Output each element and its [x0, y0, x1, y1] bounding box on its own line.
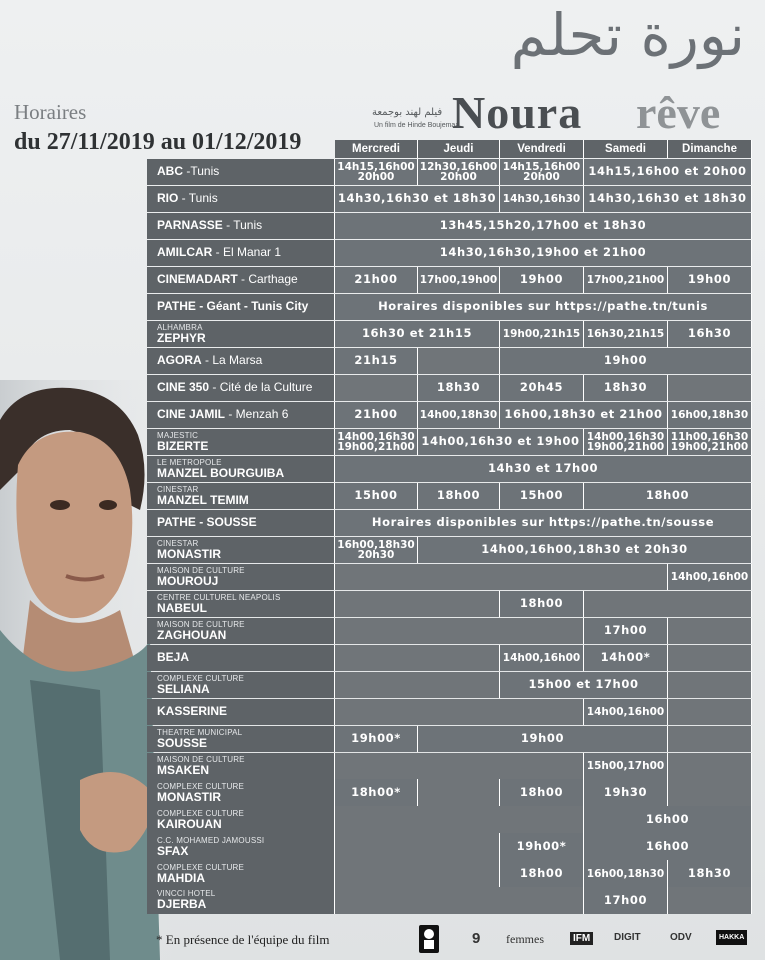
venue-prefix: LE METROPOLE — [157, 457, 222, 467]
showtime-cell: 16h00,18h30 20h30 — [335, 537, 418, 563]
showtime-cell: 14h30,16h30 et 18h30 — [584, 186, 752, 212]
venue-name: ZAGHOUAN — [157, 627, 227, 642]
logo-9: 9 — [472, 930, 481, 947]
film-title-reve: rêve — [636, 87, 721, 138]
arabic-director-credit: فيلم لهند بوجمعة — [372, 107, 443, 118]
showtime-cell: 18h00* — [335, 779, 418, 805]
showtime-cell: 16h30 — [668, 321, 752, 347]
venue-location: - Carthage — [237, 272, 298, 287]
logo-ifm: IFM — [570, 932, 593, 945]
venue-name: ZEPHYR — [157, 330, 206, 345]
showtime-cell: Horaires disponibles sur https://pathe.tn/sousse — [335, 510, 752, 536]
empty-cell — [668, 887, 752, 913]
showtime-cell: 21h15 — [335, 348, 418, 374]
showtime-cell: 14h15,16h00 20h00 — [335, 159, 418, 185]
showtime-cell: 14h00,16h00 — [500, 645, 584, 671]
venue-name: NABEUL — [157, 600, 207, 615]
venue-name: KASSERINE — [157, 704, 228, 719]
venue-cell — [147, 618, 335, 644]
showtime-cell: 11h00,16h30 19h00,21h00 — [668, 429, 752, 455]
empty-cell — [668, 753, 752, 779]
showtime-cell: 14h00,16h30 19h00,21h00 — [584, 429, 668, 455]
venue-cell — [147, 402, 335, 428]
venue-location: -Tunis — [183, 164, 220, 179]
empty-cell — [668, 726, 752, 752]
showtime-cell: 17h00 — [584, 618, 668, 644]
venue-prefix: MAISON DE CULTURE — [157, 619, 245, 629]
showtime-cell: 18h00 — [500, 591, 584, 617]
venue-prefix: COMPLEXE CULTURE — [157, 808, 245, 818]
showtime-cell: 16h30,21h15 — [584, 321, 668, 347]
day-header: Mercredi — [335, 140, 418, 158]
empty-cell — [335, 672, 500, 698]
showtime-cell: 20h45 — [500, 375, 584, 401]
empty-cell — [668, 779, 752, 805]
venue-name: AMILCAR — [157, 245, 213, 260]
venue-cell — [147, 213, 335, 239]
venue-prefix: CINESTAR — [157, 538, 199, 548]
venue-cell — [147, 699, 335, 725]
showtime-cell: 19h00 — [668, 267, 752, 293]
venue-location: - Tunis — [178, 191, 218, 206]
venue-cell — [147, 267, 335, 293]
showtime-cell: 14h00,18h30 — [418, 402, 500, 428]
schedule-table — [147, 140, 752, 914]
empty-cell — [335, 564, 668, 590]
venue-name: KAIROUAN — [157, 816, 222, 831]
showtime-cell: 16h00,18h30 — [584, 860, 668, 886]
showtime-cell: 19h00 — [500, 267, 584, 293]
venue-name: PATHE - Géant - Tunis City — [157, 299, 309, 314]
showtime-cell: 16h00 — [584, 806, 752, 832]
venue-cell — [147, 564, 335, 590]
showtime-cell: 19h30 — [584, 779, 668, 805]
venue-name: MSAKEN — [157, 762, 210, 777]
venue-cell — [147, 726, 335, 752]
empty-cell — [335, 753, 584, 779]
venue-name: DJERBA — [157, 897, 207, 912]
showtime-cell: 12h30,16h00 20h00 — [418, 159, 500, 185]
empty-cell — [335, 833, 500, 859]
showtime-cell: 21h00 — [335, 402, 418, 428]
showtime-cell: 18h00 — [500, 779, 584, 805]
venue-name: MANZEL TEMIM — [157, 492, 249, 507]
sponsor-logos — [418, 924, 758, 956]
venue-cell — [147, 645, 335, 671]
venue-name: MANZEL BOURGUIBA — [157, 465, 285, 480]
venue-location: - El Manar 1 — [212, 245, 282, 260]
showtime-cell: 18h30 — [584, 375, 668, 401]
showtime-cell: 16h00,18h30 — [668, 402, 752, 428]
venue-cell — [147, 348, 335, 374]
showtime-cell: 15h00,17h00 — [584, 753, 668, 779]
showtime-cell: 13h45,15h20,17h00 et 18h30 — [335, 213, 752, 239]
venue-cell — [147, 483, 335, 509]
showtime-cell: 19h00,21h15 — [500, 321, 584, 347]
venue-cell — [147, 159, 335, 185]
showtime-cell: 19h00* — [335, 726, 418, 752]
venue-prefix: MAJESTIC — [157, 430, 199, 440]
venue-cell — [147, 186, 335, 212]
venue-cell — [147, 806, 335, 832]
empty-cell — [668, 699, 752, 725]
day-header: Vendredi — [500, 140, 584, 158]
venue-prefix: COMPLEXE CULTURE — [157, 673, 245, 683]
empty-cell — [668, 645, 752, 671]
showtime-cell: 14h30,16h30 — [500, 186, 584, 212]
venue-prefix: MAISON DE CULTURE — [157, 565, 245, 575]
venue-name: PATHE - SOUSSE — [157, 515, 257, 530]
crest-logo-icon — [418, 924, 440, 954]
venue-name: RIO — [157, 191, 179, 206]
showtime-cell: 21h00 — [335, 267, 418, 293]
showtime-cell: 18h00 — [418, 483, 500, 509]
showtime-cell: 15h00 — [335, 483, 418, 509]
venue-cell — [147, 375, 335, 401]
showtime-cell: 18h00 — [500, 860, 584, 886]
showtime-cell: 14h00,16h00 — [584, 699, 668, 725]
logo-odv: ODV — [670, 932, 692, 943]
showtime-cell: 16h00,18h30 et 21h00 — [500, 402, 668, 428]
footnote: * En présence de l'équipe du film — [156, 932, 330, 947]
showtime-cell: 19h00* — [500, 833, 584, 859]
venue-cell — [147, 240, 335, 266]
logo-digit: DIGIT — [614, 932, 641, 943]
showtime-cell: 14h00,16h00 — [668, 564, 752, 590]
venue-name: MAHDIA — [157, 870, 205, 885]
date-range: du 27/11/2019 au 01/12/2019 — [14, 129, 302, 155]
venue-name: CINEMADART — [157, 272, 238, 287]
venue-cell — [147, 887, 335, 913]
venue-name: SOUSSE — [157, 735, 208, 750]
logo-femmes: femmes — [506, 932, 544, 946]
venue-prefix: ALHAMBRA — [157, 322, 203, 332]
showtime-cell: 19h00 — [500, 348, 752, 374]
venue-cell — [147, 753, 335, 779]
film-title-noura: Noura — [452, 87, 583, 138]
empty-cell — [584, 591, 752, 617]
showtime-cell: 16h00 — [584, 833, 752, 859]
empty-cell — [668, 375, 752, 401]
showtime-cell: 14h00,16h00,18h30 et 20h30 — [418, 537, 752, 563]
showtime-cell: 16h30 et 21h15 — [335, 321, 500, 347]
venue-cell — [147, 833, 335, 859]
showtime-cell: 14h30 et 17h00 — [335, 456, 752, 482]
showtime-cell: 14h15,16h00 et 20h00 — [584, 159, 752, 185]
venue-prefix: COMPLEXE CULTURE — [157, 862, 245, 872]
venue-cell — [147, 591, 335, 617]
venue-cell — [147, 321, 335, 347]
venue-location: - Cité de la Culture — [209, 380, 313, 395]
venue-name: AGORA — [157, 353, 202, 368]
venue-name: SELIANA — [157, 681, 210, 696]
venue-prefix: MAISON DE CULTURE — [157, 754, 245, 764]
venue-name: PARNASSE — [157, 218, 223, 233]
empty-cell — [335, 860, 500, 886]
venue-name: MONASTIR — [157, 789, 221, 804]
venue-location: - Menzah 6 — [225, 407, 289, 422]
empty-cell — [668, 618, 752, 644]
showtime-cell: 17h00,21h00 — [584, 267, 668, 293]
showtime-cell: 14h30,16h30 et 18h30 — [335, 186, 500, 212]
showtime-cell: 18h00 — [584, 483, 752, 509]
day-header: Dimanche — [668, 140, 752, 158]
schedule-label: Horaires — [14, 100, 87, 124]
showtime-cell: 18h30 — [418, 375, 500, 401]
empty-cell — [335, 887, 584, 913]
venue-name: CINE 350 — [157, 380, 210, 395]
venue-prefix: VINCCI HOTEL — [157, 889, 216, 899]
empty-cell — [418, 348, 500, 374]
venue-location: - La Marsa — [201, 353, 263, 368]
venue-prefix: THEATRE MUNICIPAL — [157, 727, 243, 737]
showtime-cell: 17h00 — [584, 887, 668, 913]
venue-cell — [147, 510, 335, 536]
venue-cell — [147, 860, 335, 886]
venue-prefix: COMPLEXE CULTURE — [157, 781, 245, 791]
day-header: Jeudi — [418, 140, 500, 158]
venue-name: CINE JAMIL — [157, 407, 226, 422]
venue-cell — [147, 294, 335, 320]
showtime-cell: 14h15,16h00 20h00 — [500, 159, 584, 185]
showtime-cell: 15h00 — [500, 483, 584, 509]
logo-hakka: HAKKA — [716, 930, 747, 945]
venue-prefix: CINESTAR — [157, 484, 199, 494]
venue-prefix: CENTRE CULTUREL NEAPOLIS — [157, 592, 281, 602]
venue-cell — [147, 429, 335, 455]
empty-cell — [335, 591, 500, 617]
venue-name: BEJA — [157, 650, 190, 665]
venue-cell — [147, 456, 335, 482]
showtime-cell: 14h00,16h30 et 19h00 — [418, 429, 584, 455]
venue-prefix: C.C. MOHAMED JAMOUSSI — [157, 835, 265, 845]
venue-cell — [147, 537, 335, 563]
showtime-cell: 15h00 et 17h00 — [500, 672, 668, 698]
showtime-cell: 17h00,19h00 — [418, 267, 500, 293]
day-header: Samedi — [584, 140, 668, 158]
venue-cell — [147, 779, 335, 805]
showtime-cell: 19h00 — [418, 726, 668, 752]
showtime-cell: 14h30,16h30,19h00 et 21h00 — [335, 240, 752, 266]
showtime-cell: Horaires disponibles sur https://pathe.tn/tunis — [335, 294, 752, 320]
empty-cell — [418, 779, 500, 805]
venue-name: ABC — [157, 164, 183, 179]
showtime-cell: 14h00* — [584, 645, 668, 671]
empty-cell — [335, 806, 584, 832]
empty-cell — [335, 618, 584, 644]
venue-name: MOUROUJ — [157, 573, 219, 588]
empty-cell — [668, 672, 752, 698]
venue-name: SFAX — [157, 843, 189, 858]
showtime-cell: 14h00,16h30 19h00,21h00 — [335, 429, 418, 455]
venue-name: BIZERTE — [157, 438, 209, 453]
arabic-film-title: نورة تحلم — [510, 1, 745, 69]
showtime-cell: 18h30 — [668, 860, 752, 886]
table-corner — [147, 140, 335, 158]
director-credit: Un film de Hinde Boujemaa — [374, 122, 460, 129]
venue-location: - Tunis — [222, 218, 263, 233]
venue-name: MONASTIR — [157, 546, 221, 561]
empty-cell — [335, 375, 418, 401]
empty-cell — [335, 645, 500, 671]
venue-cell — [147, 672, 335, 698]
empty-cell — [335, 699, 584, 725]
